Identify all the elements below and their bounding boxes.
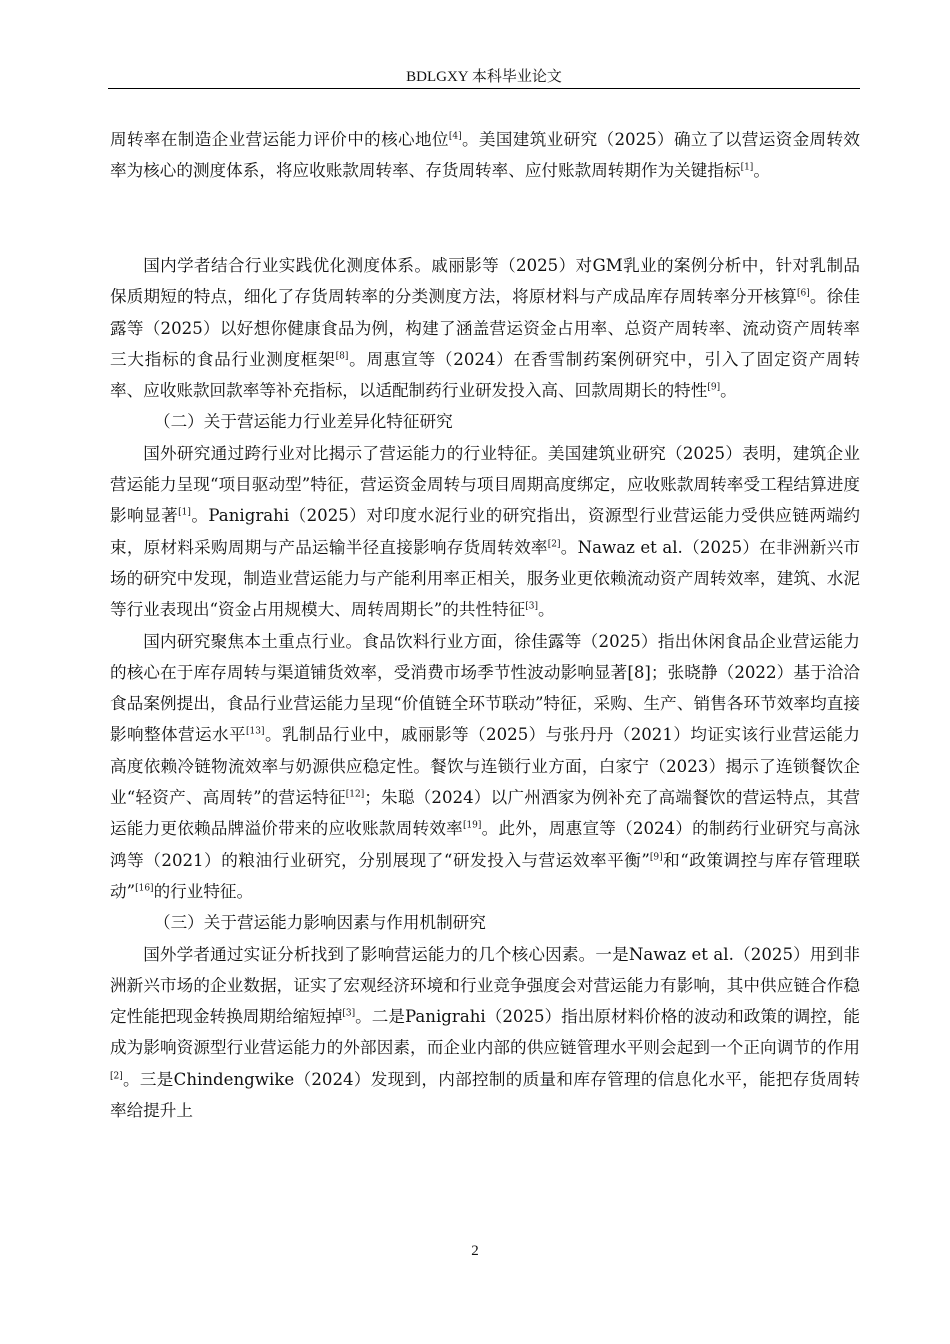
paragraph-1 (110, 124, 860, 187)
paragraph-text: 。 (720, 381, 737, 401)
header-rule (108, 88, 860, 89)
text-block-top (110, 124, 860, 187)
citation: [19] (462, 820, 482, 831)
paragraph-5 (110, 939, 860, 1127)
citation: [9] (649, 851, 663, 862)
paragraph-text: 。Nawaz et al.（2025）在非洲新兴市场的研究中发现，制造业营运能力与产能利用率正相关，服务业更依赖流动资产周转效率，建筑、水泥等行业表现出“资金占用规模大、周转周期长”的共性特征 (110, 537, 860, 620)
citation: [9] (707, 382, 721, 393)
paragraph-text: 周转率在制造企业营运能力评价中的核心地位 (110, 130, 449, 149)
paragraph-2 (110, 250, 860, 406)
paragraph-3 (110, 438, 860, 626)
paragraph-text: 的行业特征。 (153, 881, 254, 901)
paragraph-4 (110, 626, 860, 908)
paragraph-text: 。 (753, 161, 770, 181)
paragraph-text: 。Panigrahi（2025）对印度水泥行业的研究指出，资源型行业营运能力受供应链两端约束，原材料采购周期与产品运输半径直接影响存货周转效率 (110, 506, 860, 557)
text-block-main (110, 250, 860, 1126)
paragraph-text: 。徐佳露等（2025）以好想你健康食品为例，构建了涵盖营运资金占用率、总资产周转率、流动资产周转率三大指标的食品行业测度框架 (110, 287, 861, 369)
page-number: 2 (471, 1243, 479, 1259)
citation: [1] (178, 507, 191, 518)
citation: [16] (135, 883, 154, 894)
citation: [3] (342, 1008, 356, 1019)
paragraph-text: 和“政策调控与库存管理联动” (110, 850, 860, 901)
citation: [13] (246, 726, 265, 737)
paragraph-text: 。周惠宣等（2024）在香雪制药案例研究中，引入了固定资产周转率、应收账款回款率等补充指标，以适配制药行业研发投入高、回款周期长的特性 (110, 349, 861, 401)
section-heading-3: （三）关于营运能力影响因素与作用机制研究 (154, 913, 486, 933)
paragraph-text: 国外学者通过实证分析找到了影响营运能力的几个核心因素。一是Nawaz et al.（2025）用到非洲新兴市场的企业数据，证实了宏观经济环境和行业竞争强度会对营运能力有影响，其中供应链合作稳定性能把现金转换周期给缩短掉 (110, 944, 860, 1027)
paragraph-text: 。 (537, 600, 555, 620)
paragraph-text: 国内学者结合行业实践优化测度体系。戚丽影等（2025）对GM乳业的案例分析中，针对乳制品保质期短的特点，细化了存货周转率的分类测度方法，将原材料与产成品库存周转率分开核算 (110, 256, 860, 307)
paragraph-text: 国外研究通过跨行业对比揭示了营运能力的行业特征。美国建筑业研究（2025）表明，建筑企业营运能力呈现“项目驱动型”特征，营运资金周转与项目周期高度绑定，应收账款周转率受工程结算进度影响显著 (110, 443, 860, 526)
paragraph-text: 。乳制品行业中，戚丽影等（2025）与张丹丹（2021）均证实该行业营运能力高度依赖冷链物流效率与奶源供应稳定性。餐饮与连锁行业方面，白家宁（2023）揭示了连锁餐饮企业“轻资产、高周转”的营运特征 (110, 725, 860, 808)
paragraph-text: 。此外，周惠宣等（2024）的制药行业研究与高泳鸿等（2021）的粮油行业研究，分别展现了“研发投入与营运效率平衡” (110, 819, 860, 870)
citation: [4] (448, 131, 462, 142)
paragraph-text: 。三是Chindengwike（2024）发现到，内部控制的质量和库存管理的信息化水平，能把存货周转率给提升上 (110, 1069, 860, 1121)
paragraph-text: 国内研究聚焦本土重点行业。食品饮料行业方面，徐佳露等（2025）指出休闲食品企业营运能力的核心在于库存周转与渠道铺货效率，受消费市场季节性波动影响显著[8]；张晓静（2022）基于洽洽食品案例提出，食品行业营运能力呈现“价值链全环节联动”特征，采购、生产、销售各环节效率均直接影响整体营运水平 (110, 631, 860, 745)
citation: [2] (110, 1070, 123, 1081)
citation: [8] (335, 351, 349, 362)
paragraph-text: 。二是Panigrahi（2025）指出原材料价格的波动和政策的调控，能成为影响资源型行业营运能力的外部因素，而企业内部的供应链管理水平则会起到一个正向调节的作用 (110, 1007, 860, 1058)
citation: [2] (547, 538, 561, 549)
citation: [3] (525, 601, 538, 612)
citation: [1] (740, 162, 754, 173)
page-header: BDLGXY 本科毕业论文 (406, 69, 562, 85)
paragraph-text: 。美国建筑业研究（2025）确立了以营运资金周转效率为核心的测度体系，将应收账款周转率、存货周转率、应付账款周转期作为关键指标 (110, 130, 861, 181)
citation: [6] (796, 288, 810, 299)
section-heading-2: （二）关于营运能力行业差异化特征研究 (154, 412, 453, 432)
citation: [12] (345, 789, 365, 800)
paragraph-text: ；朱聪（2024）以广州酒家为例补充了高端餐饮的营运特点，其营运能力更依赖品牌溢价带来的应收账款周转效率 (110, 788, 860, 839)
